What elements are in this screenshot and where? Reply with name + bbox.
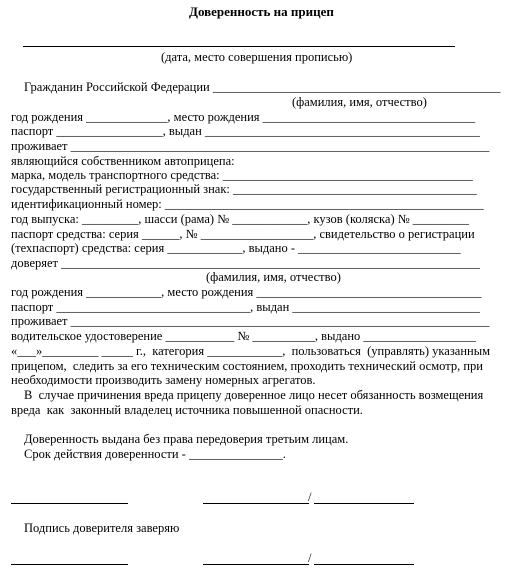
signature-slash-1: /: [308, 490, 312, 504]
residence-line-2: проживает ___________________________________________________________________: [11, 314, 490, 328]
document-title: Доверенность на прицеп: [189, 4, 334, 19]
passport-line-2: паспорт _______________________________, выдан ______________________________: [11, 300, 480, 314]
date-place-line: [23, 46, 455, 47]
tech-passport-line: (техпаспорт) средства: серия ____________, выдано - __________________________: [11, 241, 461, 255]
owner-line: являющийся собственником автоприцепа:: [11, 154, 235, 168]
signature-line-mid-2: [203, 564, 309, 565]
trusts-line: доверяет ___________________________________________________________________: [11, 256, 480, 270]
signature-line-mid-1: [203, 503, 309, 504]
no-subdelegation-line: Доверенность выдана без права передоверия третьим лицам.: [24, 432, 349, 446]
date-category-line: «___»_________ _____ г., категория ____________, пользоваться (управлять) указанным: [11, 344, 491, 358]
vin-line: идентификационный номер: ___________________________________________________: [11, 197, 484, 211]
signature-line-left-2: [11, 564, 128, 565]
signature-line-right-2: [314, 564, 414, 565]
maintenance-line: прицепом, следить за его техническим состоянием, проходить технический осмотр, при: [11, 359, 483, 373]
year-chassis-body-line: год выпуска: _________, шасси (рама) № ____________, кузов (коляска) № _________: [11, 212, 470, 226]
replacement-line: необходимости производить замену номерных агрегатов.: [11, 373, 316, 387]
fio-caption-1: (фамилия, имя, отчество): [292, 95, 427, 109]
vehicle-passport-line: паспорт средства: серия ______, № __________________, свидетельство о регистрации: [11, 227, 475, 241]
signature-line-right-1: [314, 503, 414, 504]
damage-line-2: вреда как законный владелец источника повышенной опасности.: [11, 403, 363, 417]
signature-line-left-1: [11, 503, 128, 504]
signature-slash-2: /: [308, 551, 312, 565]
passport-line-1: паспорт _________________, выдан ____________________________________________: [11, 124, 480, 138]
birth-line-1: год рождения _____________, место рождения __________________________________: [11, 110, 476, 124]
residence-line-1: проживает ___________________________________________________________________: [11, 139, 490, 153]
license-line: водительское удостоверение ___________ № __________, выдано __________________: [11, 329, 476, 343]
fio-caption-2: (фамилия, имя, отчество): [206, 270, 341, 284]
date-caption: (дата, место совершения прописью): [161, 50, 353, 64]
signature-caption: Подпись доверителя заверяю: [24, 521, 180, 535]
damage-line-1: В случае причинения вреда прицепу доверенное лицо несет обязанность возмещения: [24, 388, 484, 402]
validity-line: Срок действия доверенности - _______________.: [24, 447, 286, 461]
reg-plate-line: государственный регистрационный знак: _______________________________________: [11, 182, 477, 196]
make-model-line: марка, модель транспортного средства: ________________________________________: [11, 168, 473, 182]
citizen-line: Гражданин Российской Федерации ______________________________________________: [24, 80, 501, 94]
birth-line-2: год рождения ____________, место рождения ____________________________________: [11, 285, 482, 299]
